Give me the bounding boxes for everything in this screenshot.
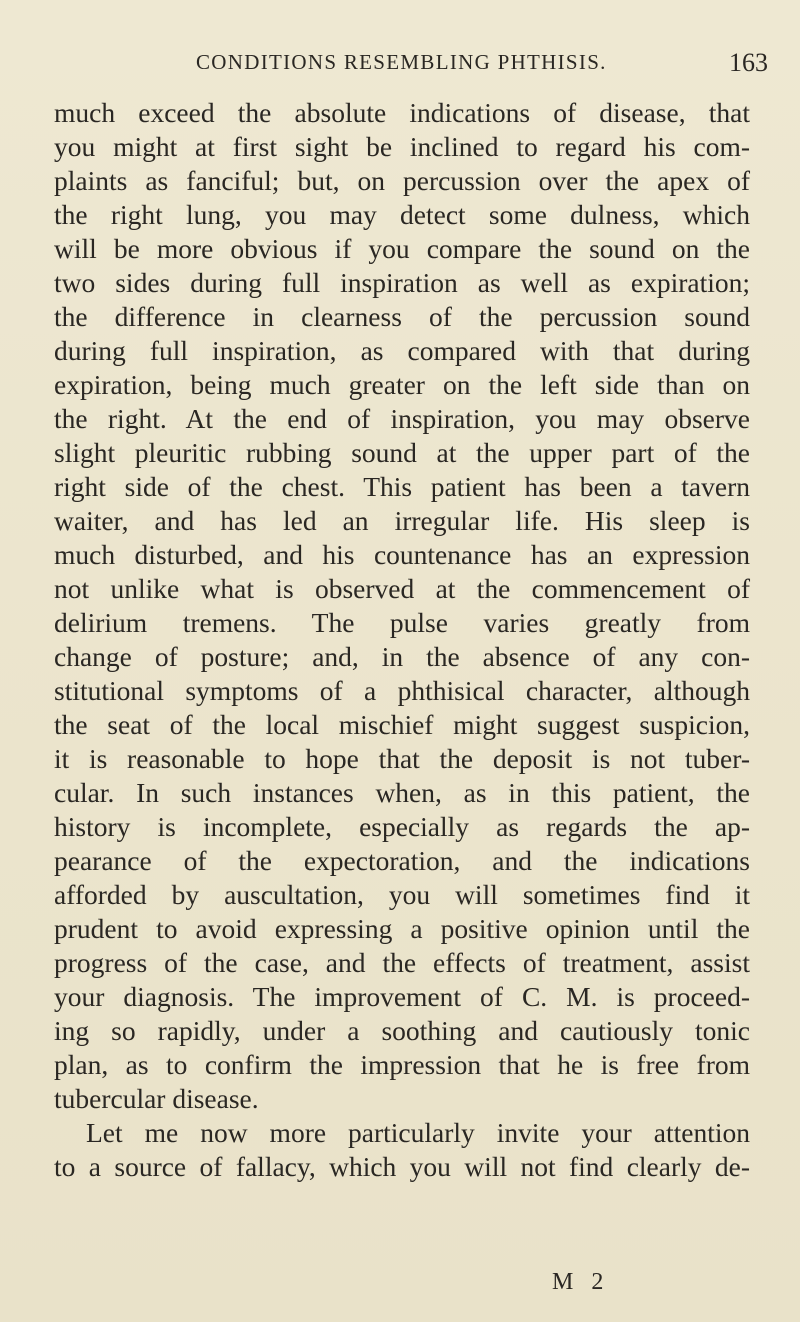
running-head: CONDITIONS RESEMBLING PHTHISIS. [196, 50, 607, 74]
text-line: will be more obvious if you compare the sound on the [54, 233, 750, 264]
text-line: slight pleuritic rubbing sound at the upper part of the [54, 437, 750, 468]
page-number: 163 [729, 48, 768, 77]
text-line: ing so rapidly, under a soothing and cautiously tonic [54, 1015, 750, 1046]
text-line: expiration, being much greater on the left side than on [54, 369, 750, 400]
text-line: right side of the chest. This patient has been a tavern [54, 471, 750, 502]
text-line: plan, as to confirm the impression that he is free from [54, 1049, 750, 1080]
text-line: the right. At the end of inspiration, you may observe [54, 403, 750, 434]
text-line: afforded by auscultation, you will sometimes find it [54, 879, 750, 910]
text-line: cular. In such instances when, as in this patient, the [54, 777, 750, 808]
text-line: your diagnosis. The improvement of C. M. is proceed- [54, 981, 750, 1012]
text-line: much disturbed, and his countenance has an expression [54, 539, 750, 570]
text-line: change of posture; and, in the absence of any con- [54, 641, 750, 672]
text-line: it is reasonable to hope that the deposit is not tuber- [54, 743, 750, 774]
text-line: tubercular disease. [54, 1083, 259, 1114]
text-line: not unlike what is observed at the commencement of [54, 573, 750, 604]
text-line: plaints as fanciful; but, on percussion over the apex of [54, 165, 750, 196]
text-line: pearance of the expectoration, and the indications [54, 845, 750, 876]
text-line: two sides during full inspiration as well as expiration; [54, 267, 750, 298]
text-line: waiter, and has led an irregular life. His sleep is [54, 505, 750, 536]
text-line: during full inspiration, as compared with that during [54, 335, 750, 366]
text-line: history is incomplete, especially as regards the ap- [54, 811, 750, 842]
text-line: prudent to avoid expressing a positive opinion until the [54, 913, 750, 944]
text-line: the seat of the local mischief might suggest suspicion, [54, 709, 750, 740]
text-line: to a source of fallacy, which you will not find clearly de- [54, 1151, 750, 1182]
text-line: you might at first sight be inclined to regard his com- [54, 131, 750, 162]
text-line: the difference in clearness of the percussion sound [54, 301, 750, 332]
text-line: stitutional symptoms of a phthisical character, although [54, 675, 750, 706]
text-line: the right lung, you may detect some dulness, which [54, 199, 750, 230]
text-line: much exceed the absolute indications of disease, that [54, 97, 750, 128]
text-line: Let me now more particularly invite your attention [86, 1117, 750, 1148]
signature-mark: M 2 [552, 1269, 610, 1295]
text-line: delirium tremens. The pulse varies greatly from [54, 607, 750, 638]
text-line: progress of the case, and the effects of treatment, assist [54, 947, 750, 978]
